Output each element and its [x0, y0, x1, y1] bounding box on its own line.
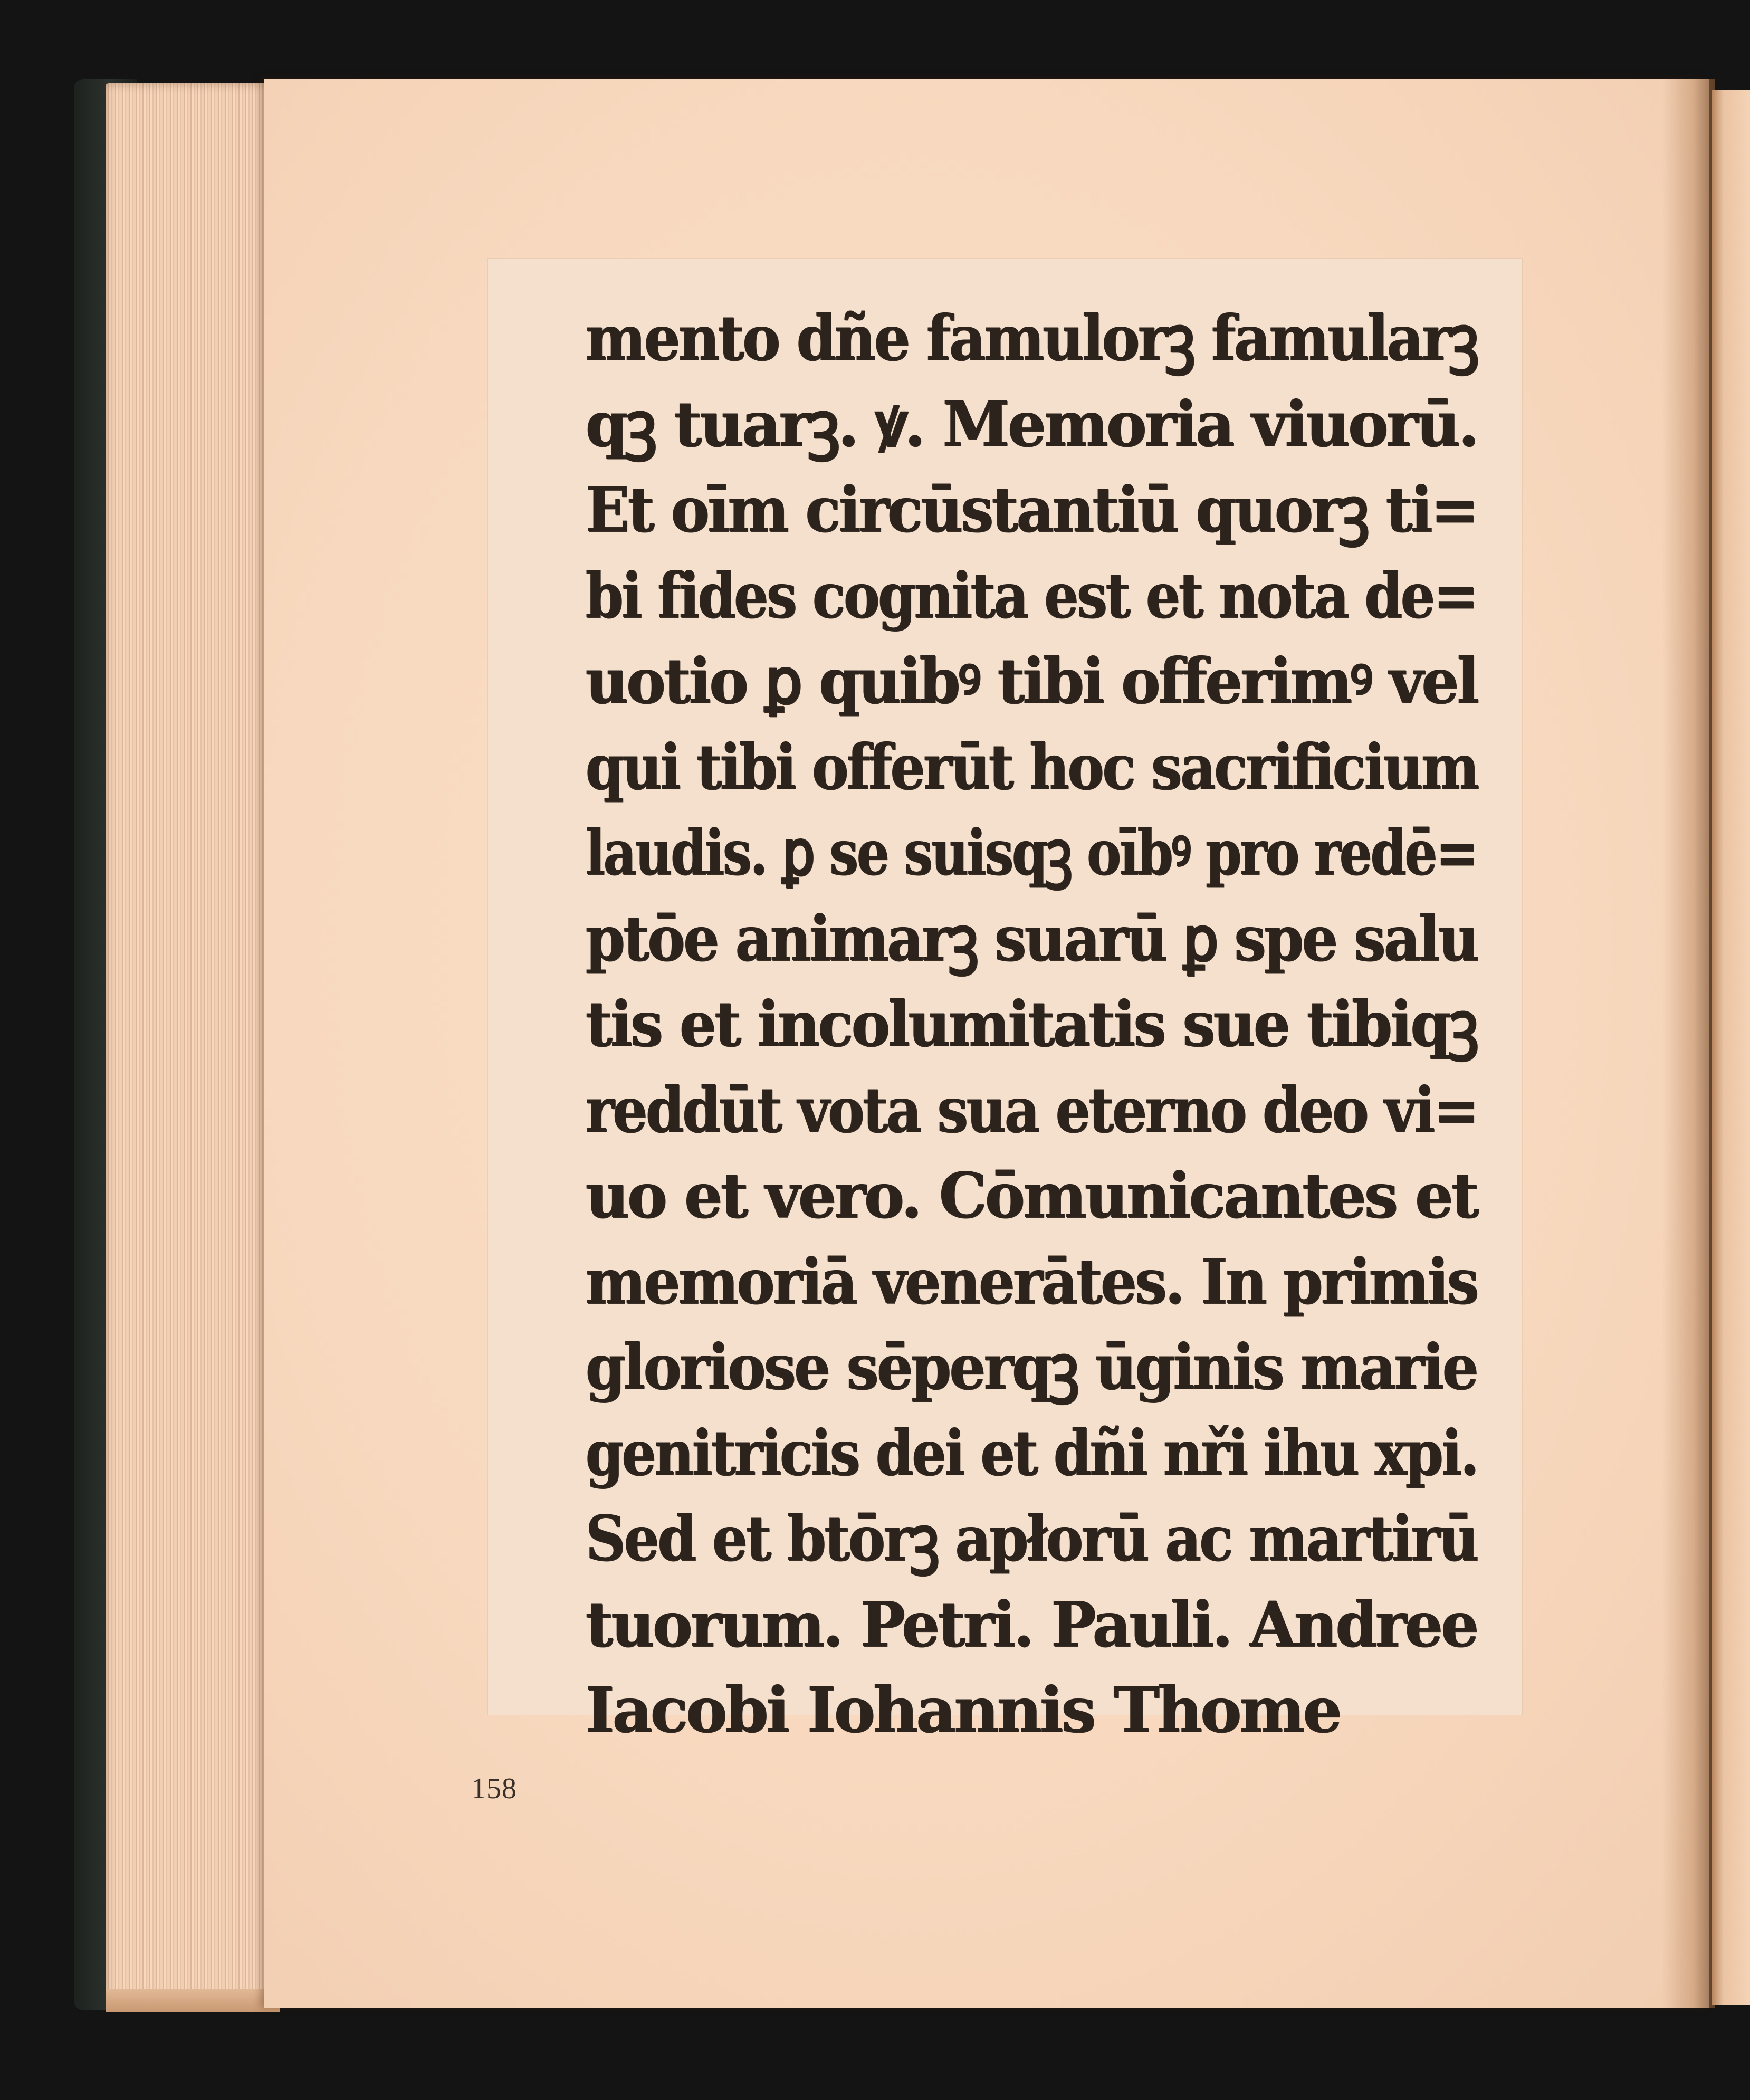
page-edges [106, 83, 280, 2009]
page-edges-bottom [106, 1989, 280, 2012]
text-line: reddūt vota sua eterno deo vi= [586, 1073, 1478, 1147]
text-line: ptōe animarꝫ suarū ꝑ spe salu [586, 901, 1478, 975]
gutter-shadow [1662, 79, 1715, 2008]
text-line: uotio ꝑ quibꝰ tibi offerimꝰ vel [586, 644, 1478, 718]
text-line: bi fides cognita est et nota de= [586, 558, 1477, 632]
text-line: mento dñe famulorꝫ famularꝫ [586, 301, 1478, 375]
text-line: qꝫ tuarꝫ. ꝟ. Memoria viuorū. [586, 387, 1478, 461]
text-line: tis et incolumitatis sue tibiqꝫ [586, 987, 1477, 1061]
text-line: Et oīm circūstantiū quorꝫ ti= [586, 473, 1478, 546]
facing-page-edge [1712, 90, 1750, 2005]
text-line: memoriā venerātes. In primis [586, 1244, 1478, 1318]
text-line: uo et vero. Cōmunicantes et [586, 1159, 1477, 1232]
text-line: tuorum. Petri. Pauli. Andree [586, 1587, 1477, 1661]
text-line: genitricis dei et dñi nři ihu xpi. [586, 1416, 1478, 1490]
text-line: gloriose sēperqꝫ ūginis marie [586, 1330, 1477, 1404]
text-line: Iacobi Iohannis Thome [586, 1673, 1341, 1746]
blackletter-text-block [586, 295, 1483, 1753]
text-line: qui tibi offerūt hoc sacrificium [586, 730, 1478, 804]
page-number: 158 [471, 1772, 517, 1805]
text-line: laudis. ꝑ se suisqꝫ oībꝰ pro redē= [586, 816, 1477, 889]
text-line: Sed et btōrꝫ apłorū ac martirū [586, 1502, 1477, 1575]
